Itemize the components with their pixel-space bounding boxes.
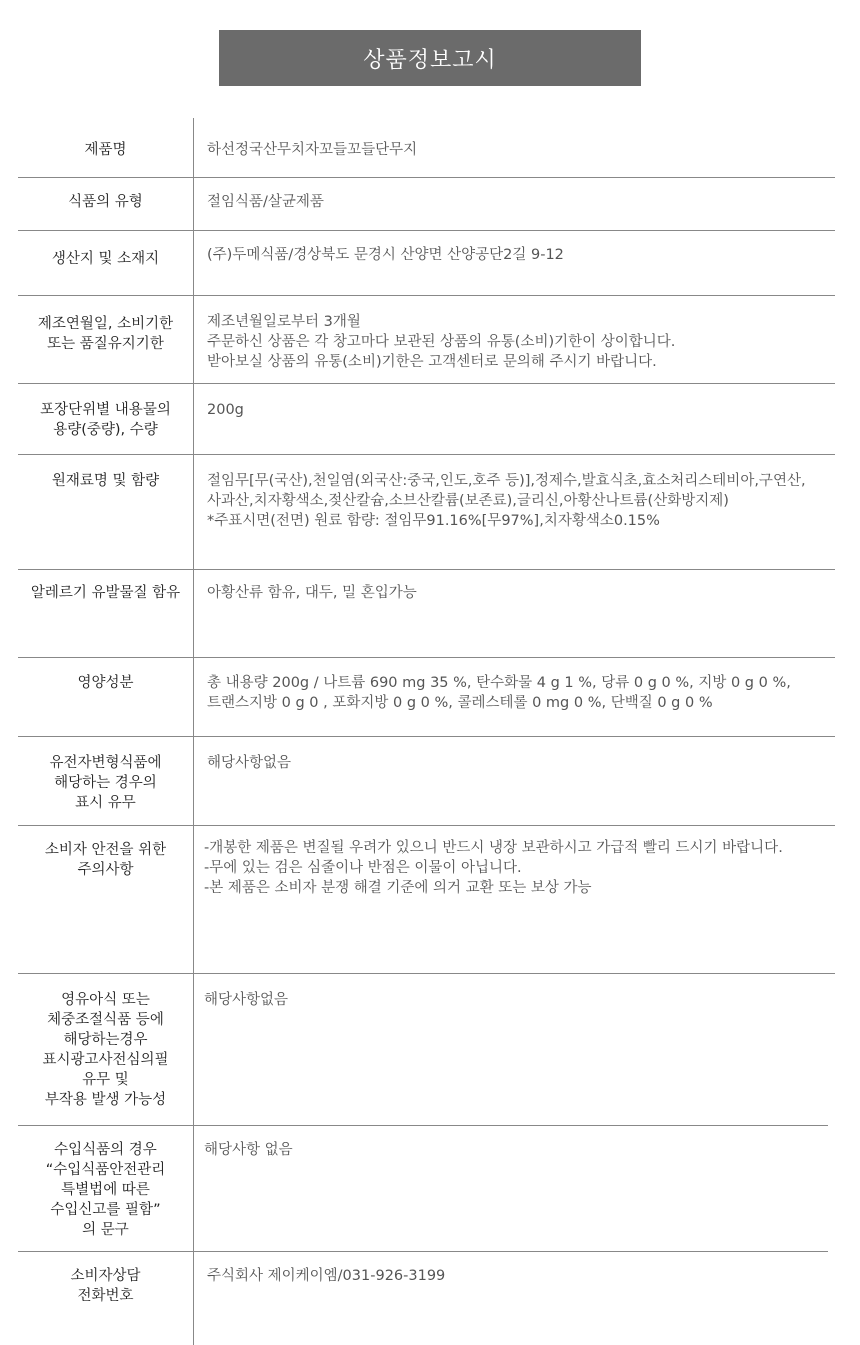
table-row [18, 737, 835, 826]
row-value: 해당사항없음 [204, 992, 289, 1008]
table-row [18, 384, 835, 455]
row-value: 주식회사 제이케이엠/031-926-3199 [207, 1268, 446, 1284]
row-label: 알레르기 유발물질 함유 [18, 570, 194, 657]
row-label: 유전자변형식품에 해당하는 경우의 표시 유무 [18, 737, 194, 825]
row-value: 200g [207, 402, 244, 418]
table-row [18, 296, 835, 384]
row-label: 원재료명 및 함량 [18, 455, 194, 569]
table-row [18, 178, 835, 231]
product-info-table [18, 118, 835, 1345]
page-title: 상품정보고시 [219, 30, 641, 86]
row-label: 영유아식 또는 체중조절식품 등에 해당하는경우 표시광고사전심의필 유무 및 부작용 발생 가능성 [18, 974, 194, 1125]
table-row [18, 455, 835, 570]
row-value: 해당사항 없음 [204, 1142, 293, 1158]
table-row [18, 118, 835, 178]
row-label: 소비자상담 전화번호 [18, 1252, 194, 1345]
row-value: 아황산류 함유, 대두, 밀 혼입가능 [207, 585, 417, 601]
row-label: 소비자 안전을 위한 주의사항 [18, 826, 194, 973]
row-label: 제조연월일, 소비기한 또는 품질유지기한 [18, 296, 194, 383]
row-value: 제조년월일로부터 3개월 주문하신 상품은 각 창고마다 보관된 상품의 유통(소비)기한이 상이합니다. 받아보실 상품의 유통(소비)기한은 고객센터로 문의해 주시기 바랍니다. [207, 314, 676, 370]
row-value: 절임식품/살균제품 [207, 194, 324, 210]
row-label: 포장단위별 내용물의 용량(중량), 수량 [18, 384, 194, 454]
row-value: 총 내용량 200g / 나트륨 690 mg 35 %, 탄수화물 4 g 1 %, 당류 0 g 0 %, 지방 0 g 0 %, 트랜스지방 0 g 0 , 포화지방 0 g 0 %, 콜레스테롤 0 mg 0 %, 단백질 0 g 0 % [207, 675, 791, 711]
table-row [18, 1252, 835, 1345]
row-label: 제품명 [18, 118, 194, 177]
row-value: 절임무[무(국산),천일염(외국산:중국,인도,호주 등)],정제수,발효식초,효소처리스테비아,구연산, 사과산,치자황색소,젖산칼슘,소브산칼륨(보존료),글리신,아황산나트륨(산화방지제) *주표시면(전면) 원료 함량: 절임무91.16%[무97%],치자황색소0.15% [207, 473, 806, 529]
row-value: (주)두메식품/경상북도 문경시 산양면 산양공단2길 9-12 [207, 247, 564, 263]
table-row [18, 974, 828, 1126]
table-row [18, 231, 835, 296]
table-row [18, 658, 835, 737]
table-row [18, 570, 835, 658]
row-label: 식품의 유형 [18, 178, 194, 230]
row-value: 해당사항없음 [207, 755, 292, 771]
row-label: 수입식품의 경우 “수입식품안전관리 특별법에 따른 수입신고를 필함” 의 문구 [18, 1126, 194, 1251]
table-row [18, 826, 835, 974]
table-row [18, 1126, 828, 1252]
row-label: 생산지 및 소재지 [18, 231, 194, 295]
row-label: 영양성분 [18, 658, 194, 736]
row-value: -개봉한 제품은 변질될 우려가 있으니 반드시 냉장 보관하시고 가급적 빨리 드시기 바랍니다. -무에 있는 검은 심줄이나 반점은 이물이 아닙니다. -본 제품은 소비자 분쟁 해결 기준에 의거 교환 또는 보상 가능 [204, 840, 783, 896]
row-value: 하선정국산무치자꼬들꼬들단무지 [207, 142, 418, 158]
